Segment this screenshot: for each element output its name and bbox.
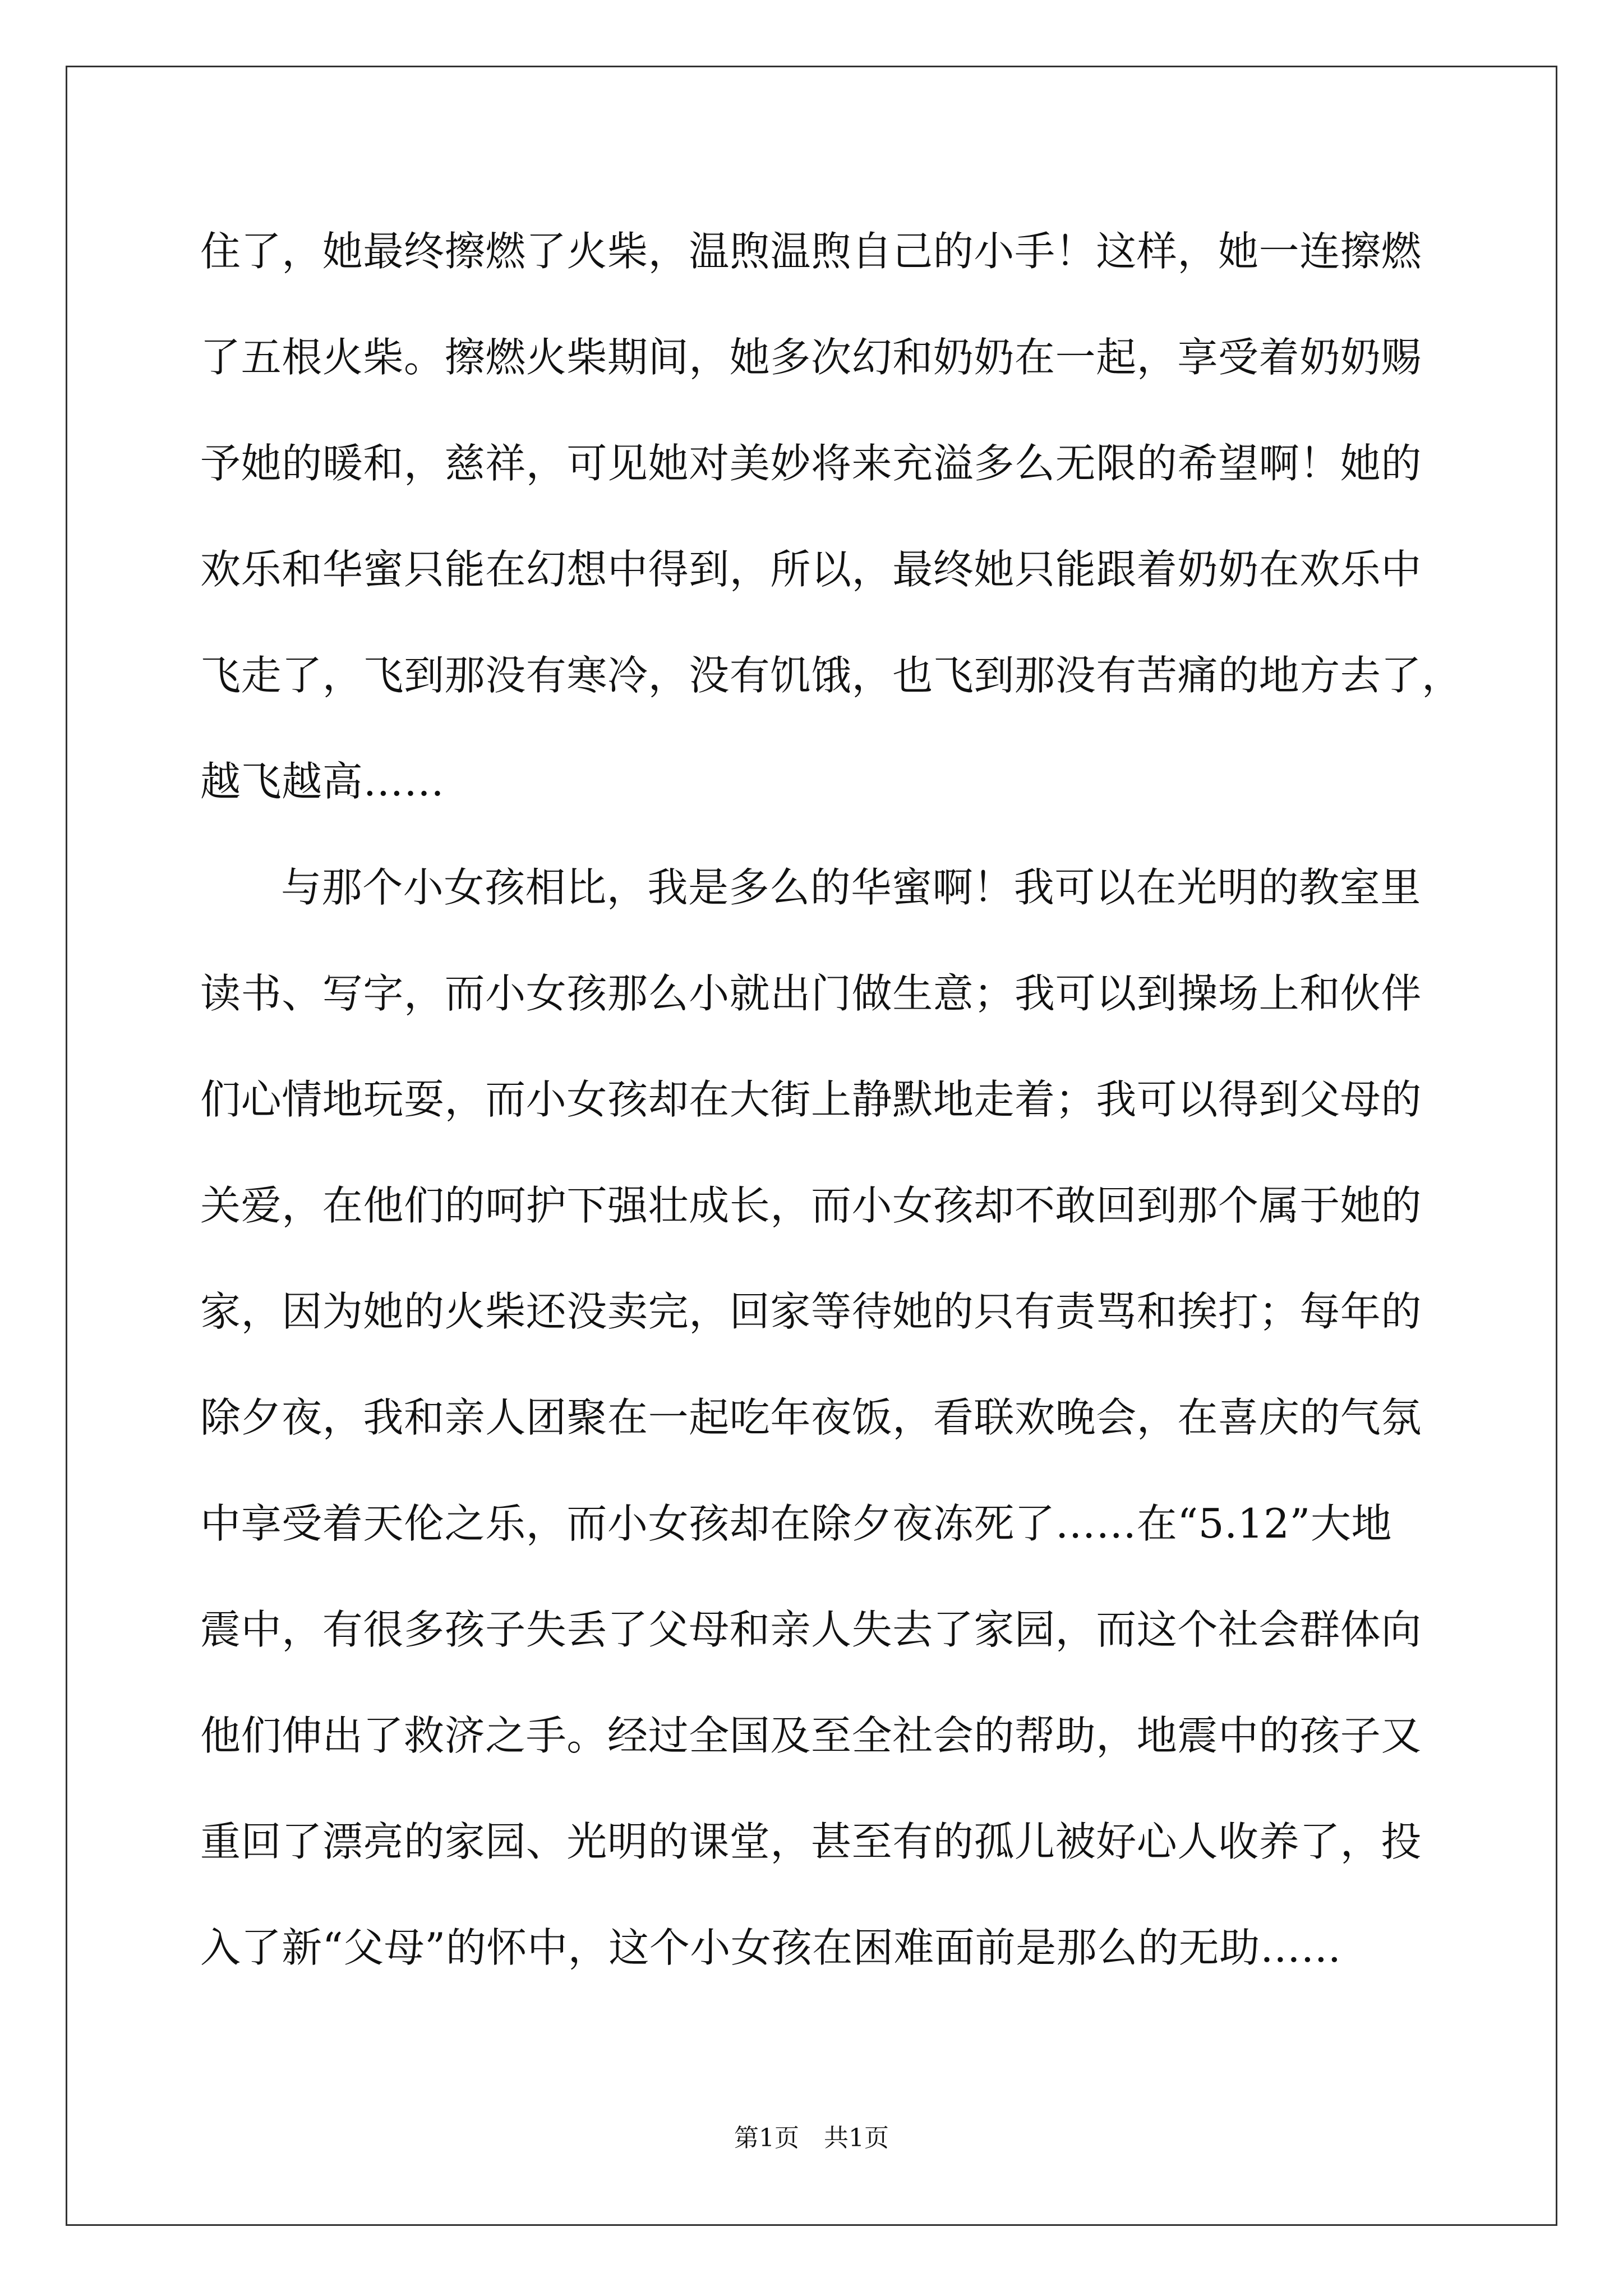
text-line: 住了，她最终擦燃了火柴，温煦温煦自己的小手！这样，她一连擦燃	[200, 228, 1422, 275]
text-line: 入了新“父母”的怀中，这个小女孩在困难面前是那么的无助……	[200, 1924, 1342, 1971]
paragraph	[200, 835, 1501, 2001]
text-line: 除夕夜，我和亲人团聚在一起吃年夜饭，看联欢晚会，在喜庆的气氛	[200, 1394, 1422, 1441]
text-line: 震中，有很多孩子失丢了父母和亲人失去了家园，而这个社会群体向	[200, 1606, 1422, 1653]
text-line: 欢乐和华蜜只能在幻想中得到，所以，最终她只能跟着奶奶在欢乐中	[200, 546, 1422, 593]
document-body	[200, 199, 1501, 2001]
text-line: 读书、写字，而小女孩那么小就出门做生意；我可以到操场上和伙伴	[200, 970, 1422, 1017]
text-line: 与那个小女孩相比，我是多么的华蜜啊！我可以在光明的教室里	[281, 864, 1421, 911]
text-line: 们心情地玩耍，而小女孩却在大街上静默地走着；我可以得到父母的	[200, 1076, 1422, 1123]
text-line: 中享受着天伦之乐，而小女孩却在除夕夜冻死了……在“5.12”大地	[200, 1500, 1393, 1547]
text-line: 重回了漂亮的家园、光明的课堂，甚至有的孤儿被好心人收养了，投	[200, 1818, 1422, 1865]
text-line: 了五根火柴。擦燃火柴期间，她多次幻和奶奶在一起，享受着奶奶赐	[200, 334, 1422, 381]
text-line: 予她的暖和，慈祥，可见她对美妙将来充溢多么无限的希望啊！她的	[200, 440, 1422, 487]
paragraph	[200, 199, 1501, 835]
text-line: 家，因为她的火柴还没卖完，回家等待她的只有责骂和挨打；每年的	[200, 1288, 1422, 1335]
text-line: 越飞越高……	[200, 758, 445, 805]
page-number-footer: 第1页 共1页	[734, 2124, 889, 2152]
text-line: 他们伸出了救济之手。经过全国及至全社会的帮助，地震中的孩子又	[200, 1712, 1422, 1759]
text-line: 关爱，在他们的呵护下强壮成长，而小女孩却不敢回到那个属于她的	[200, 1182, 1422, 1229]
text-line: 飞走了，飞到那没有寒冷，没有饥饿，也飞到那没有苦痛的地方去了，	[200, 652, 1463, 699]
